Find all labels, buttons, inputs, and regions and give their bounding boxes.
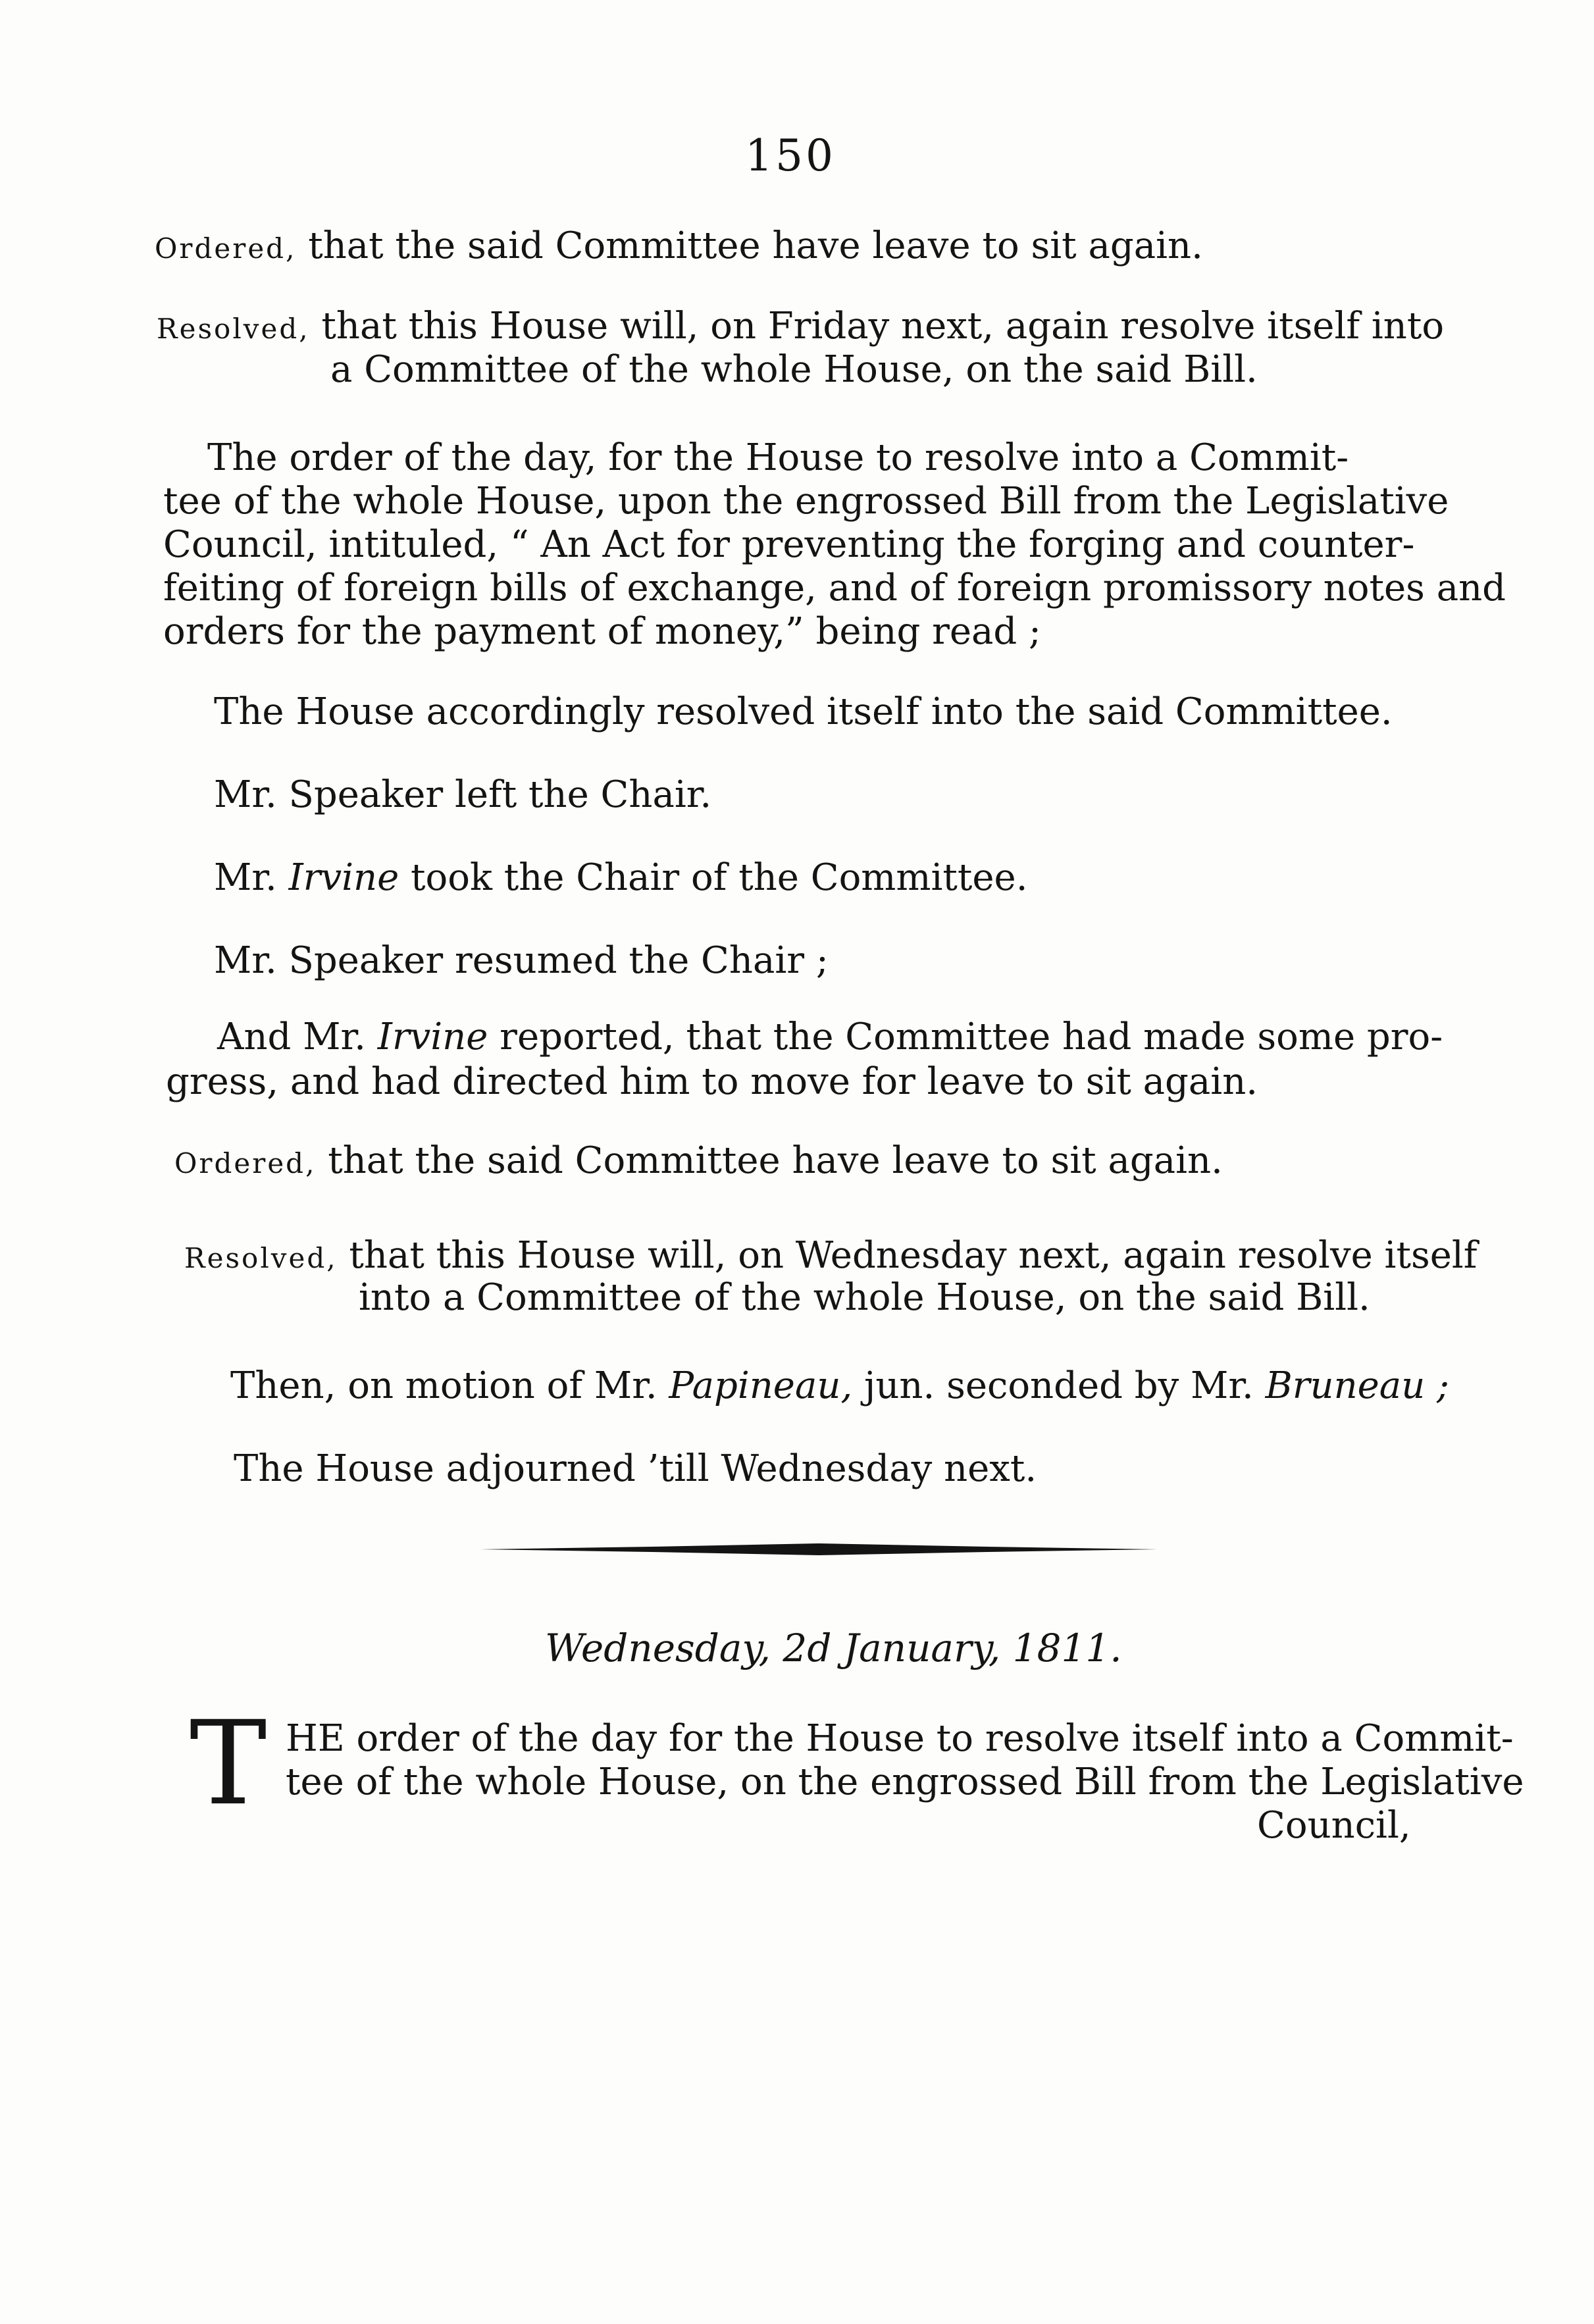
resolved-2-line-2: into a Committee of the whole House, on the said Bill.	[359, 1276, 1370, 1319]
ordered-2-line	[174, 1139, 1223, 1182]
ordered-label: Ordered,	[155, 232, 297, 265]
adjourned-line: The House adjourned ’till Wednesday next.	[234, 1447, 1037, 1490]
resolved-text: that this House will, on Friday next, again resolve itself into	[309, 305, 1445, 348]
papineau-name: Papineau,	[669, 1364, 853, 1407]
speaker-resumed-line: Mr. Speaker resumed the Chair ;	[214, 939, 829, 982]
irvine-pre: Mr.	[214, 856, 289, 899]
ordered-line-1	[155, 224, 1203, 267]
order-day-line-4: feiting of foreign bills of exchange, and of foreign promissory notes and	[163, 567, 1506, 609]
speaker-left-line: Mr. Speaker left the Chair.	[214, 773, 712, 816]
order-day-line-3: Council, intituled, “ An Act for preventing the forging and counter-	[163, 523, 1415, 566]
resolved-2-line-1	[184, 1234, 1478, 1277]
irvine-post: took the Chair of the Committee.	[399, 856, 1028, 899]
order-day-line-1: The order of the day, for the House to resolve into a Commit-	[207, 436, 1349, 479]
final-line-2: tee of the whole House, on the engrossed Bill from the Legislative	[286, 1761, 1524, 1803]
resolved-line-1	[157, 305, 1445, 348]
bruneau-name: Bruneau ;	[1265, 1364, 1449, 1407]
house-resolved-line: The House accordingly resolved itself into the said Committee.	[214, 690, 1393, 733]
resolved-2-text: that this House will, on Wednesday next, again resolve itself	[337, 1234, 1478, 1277]
ordered-2-text: that the said Committee have leave to sit again.	[316, 1139, 1223, 1182]
ordered-2-label: Ordered,	[174, 1147, 317, 1179]
irvine-reported-line-1	[217, 1016, 1443, 1058]
reported-post: reported, that the Committee had made some pro-	[488, 1016, 1443, 1058]
order-day-line-5: orders for the payment of money,” being read ;	[163, 610, 1041, 653]
resolved-line-2: a Committee of the whole House, on the said Bill.	[330, 348, 1258, 391]
final-line-1: HE order of the day for the House to resolve itself into a Commit-	[286, 1717, 1514, 1760]
ordered-text: that the said Committee have leave to sit again.	[296, 224, 1203, 267]
order-day-line-2: tee of the whole House, upon the engrossed Bill from the Legislative	[163, 480, 1449, 523]
reported-name: Irvine	[377, 1016, 488, 1058]
final-line-3: Council,	[1257, 1804, 1411, 1847]
drop-cap: T	[190, 1696, 267, 1831]
irvine-reported-line-2: gress, and had directed him to move for leave to sit again.	[166, 1060, 1258, 1103]
section-divider-rule	[480, 1543, 1157, 1556]
resolved-2-label: Resolved,	[184, 1242, 338, 1274]
date-heading: Wednesday, 2d January, 1811.	[545, 1626, 1122, 1670]
irvine-chair-line	[214, 856, 1028, 899]
resolved-label: Resolved,	[157, 313, 310, 345]
motion-mid: jun. seconded by Mr.	[852, 1364, 1266, 1407]
motion-line	[230, 1364, 1449, 1407]
page-number: 150	[745, 130, 836, 181]
irvine-name: Irvine	[288, 856, 399, 899]
reported-pre: And Mr.	[217, 1016, 378, 1058]
motion-pre: Then, on motion of Mr.	[230, 1364, 669, 1407]
